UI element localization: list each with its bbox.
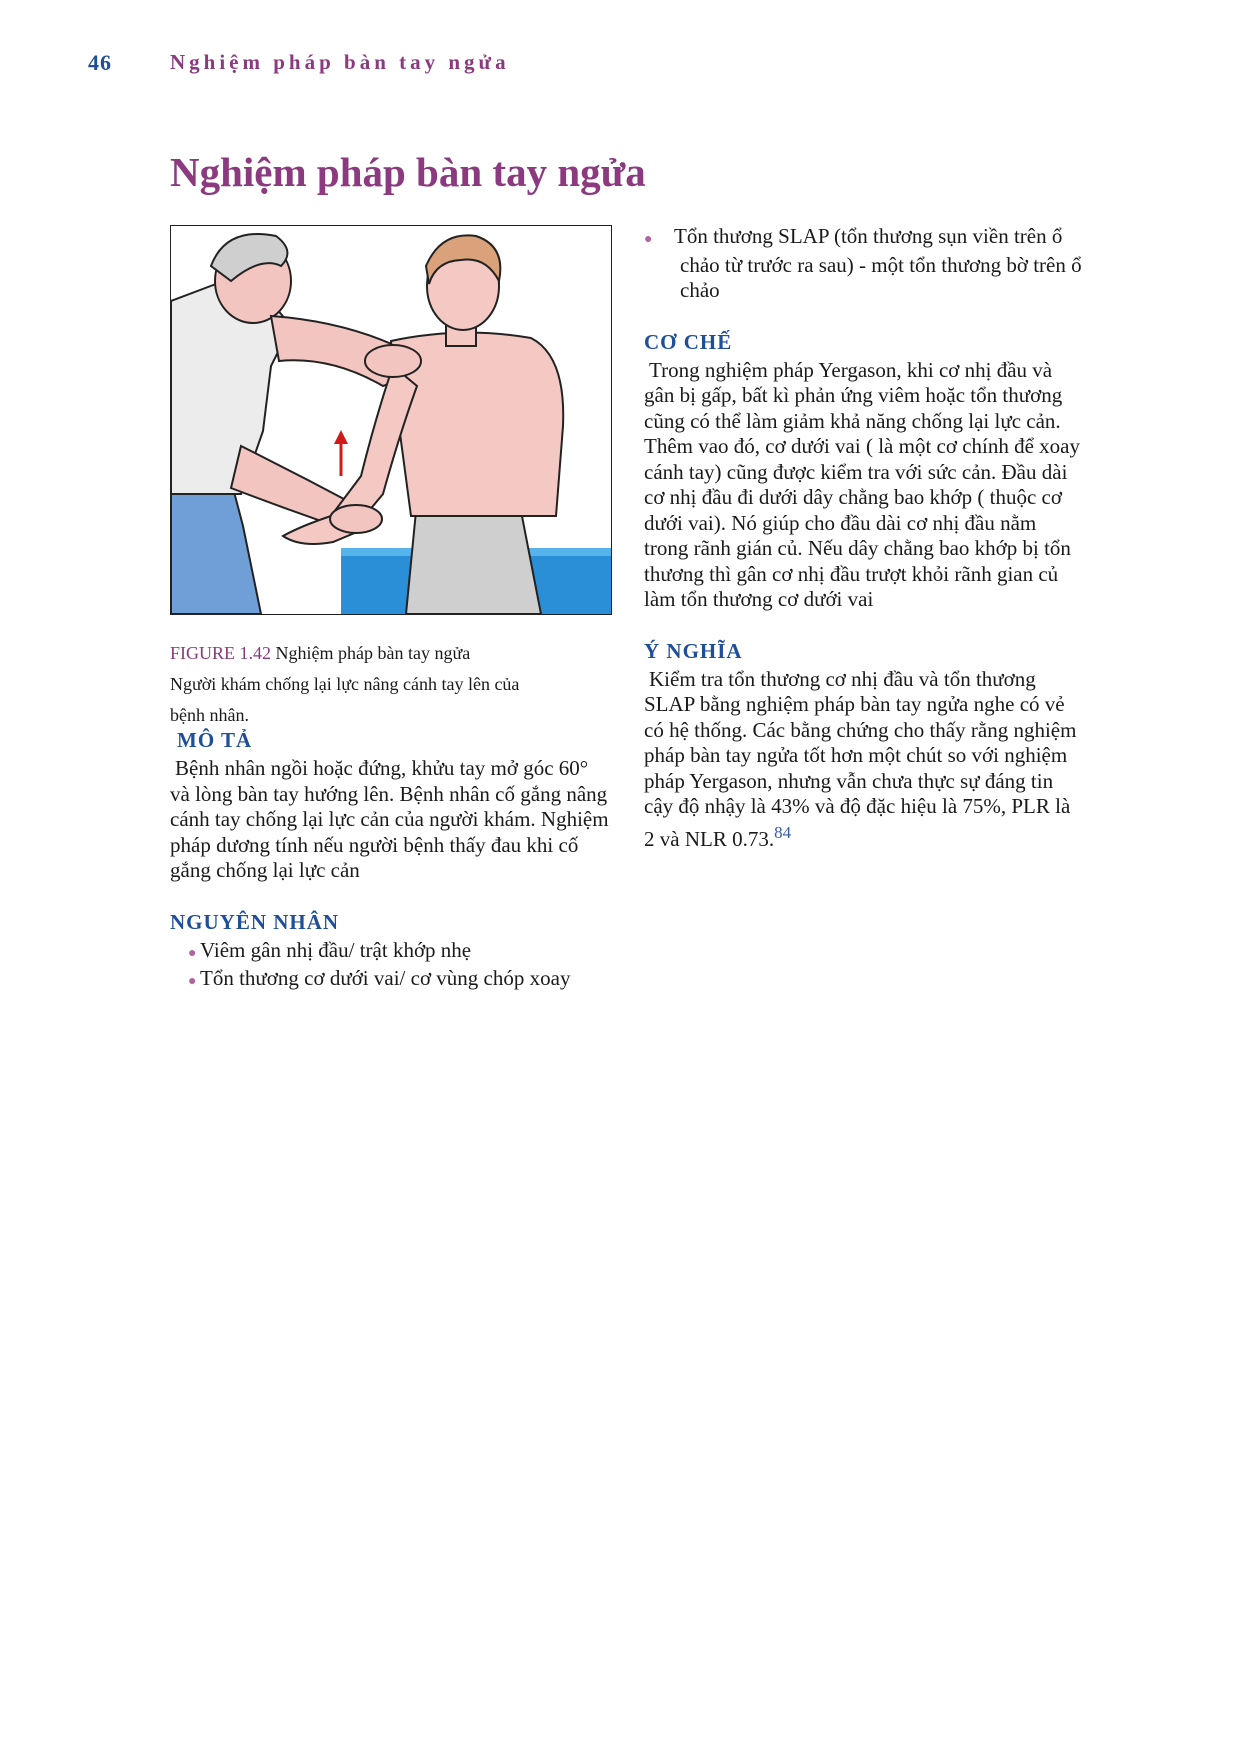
figure-label: FIGURE 1.42: [170, 643, 272, 663]
figure-title: Nghiệm pháp bàn tay ngửa: [275, 643, 471, 663]
right-column: [644, 224, 1084, 852]
section-heading-y-nghia: Ý NGHĨA: [644, 638, 743, 663]
co-che-text: Trong nghiệm pháp Yergason, khi cơ nhị đầu và gân bị gấp, bất kì phản ứng viêm hoặc tổn thương cũng có thể làm giảm khả năng chống lại lực cản. Thêm vao đó, cơ dưới vai ( là một cơ chính để xoay cánh tay) cũng được kiểm tra với sức cản. Đầu dài cơ nhị đầu đi dưới dây chằng bao khớp ( thuộc cơ dưới vai). Nó giúp cho đầu dài cơ nhị đầu nằm trong rãnh gián củ. Nếu dây chằng bao khớp bị tổn thương thì gân cơ nhị đầu trượt khỏi rãnh gian củ làm tổn thương cơ dưới vai: [644, 357, 1080, 611]
section-heading-nguyen-nhan: NGUYÊN NHÂN: [170, 909, 340, 934]
running-title: Nghiệm pháp bàn tay ngửa: [170, 50, 510, 74]
mo-ta-text: Bệnh nhân ngồi hoặc đứng, khửu tay mở góc 60° và lòng bàn tay hướng lên. Bệnh nhân cố gắng nâng cánh tay chống lại lực cản của người khám. Nghiệm pháp dương tính nếu người bệnh thấy đau khi cố gắng chống lại lực cản: [170, 756, 609, 882]
left-column: [170, 726, 610, 995]
figure-caption-line2: bệnh nhân.: [170, 705, 249, 725]
list-item: ● Viêm gân nhị đầu/ trật khớp nhẹ: [188, 938, 610, 967]
figure-caption-line1: Người khám chống lại lực nâng cánh tay lên của: [170, 674, 520, 694]
bullet-icon: ●: [644, 232, 653, 247]
bullet-icon: ●: [188, 974, 197, 989]
section-heading-mo-ta: MÔ TẢ: [177, 728, 253, 752]
reference-number: 84: [774, 822, 792, 842]
figure-illustration: [170, 225, 612, 615]
figure-caption: [170, 638, 610, 731]
y-nghia-text: Kiểm tra tổn thương cơ nhị đầu và tổn thương SLAP bằng nghiệm pháp bàn tay ngửa nghe có vẻ có hệ thống. Các bằng chứng cho thấy rằng nghiệm pháp bàn tay ngửa tốt hơn một chút so với nghiệm pháp Yergason, nhưng vẫn chưa thực sự đáng tin cậy độ nhậy là 43% và độ đặc hiệu là 75%, PLR là 2 và NLR 0.73.84: [644, 666, 1077, 851]
bullet-icon: ●: [188, 945, 197, 961]
examination-illustration: [171, 226, 611, 614]
list-item: ● Tổn thương SLAP (tổn thương sụn viền trên ổ chảo từ trước ra sau) - một tổn thương bờ trên ổ chảo: [644, 224, 1082, 302]
cause-list: [170, 938, 610, 995]
cause-list-continued: [644, 224, 1084, 304]
section-heading-co-che: CƠ CHẾ: [644, 329, 733, 354]
page-title: Nghiệm pháp bàn tay ngửa: [170, 149, 646, 195]
running-head: [88, 50, 510, 76]
list-item: ● Tổn thương cơ dưới vai/ cơ vùng chóp xoay: [188, 966, 610, 995]
page-number: 46: [88, 50, 112, 75]
